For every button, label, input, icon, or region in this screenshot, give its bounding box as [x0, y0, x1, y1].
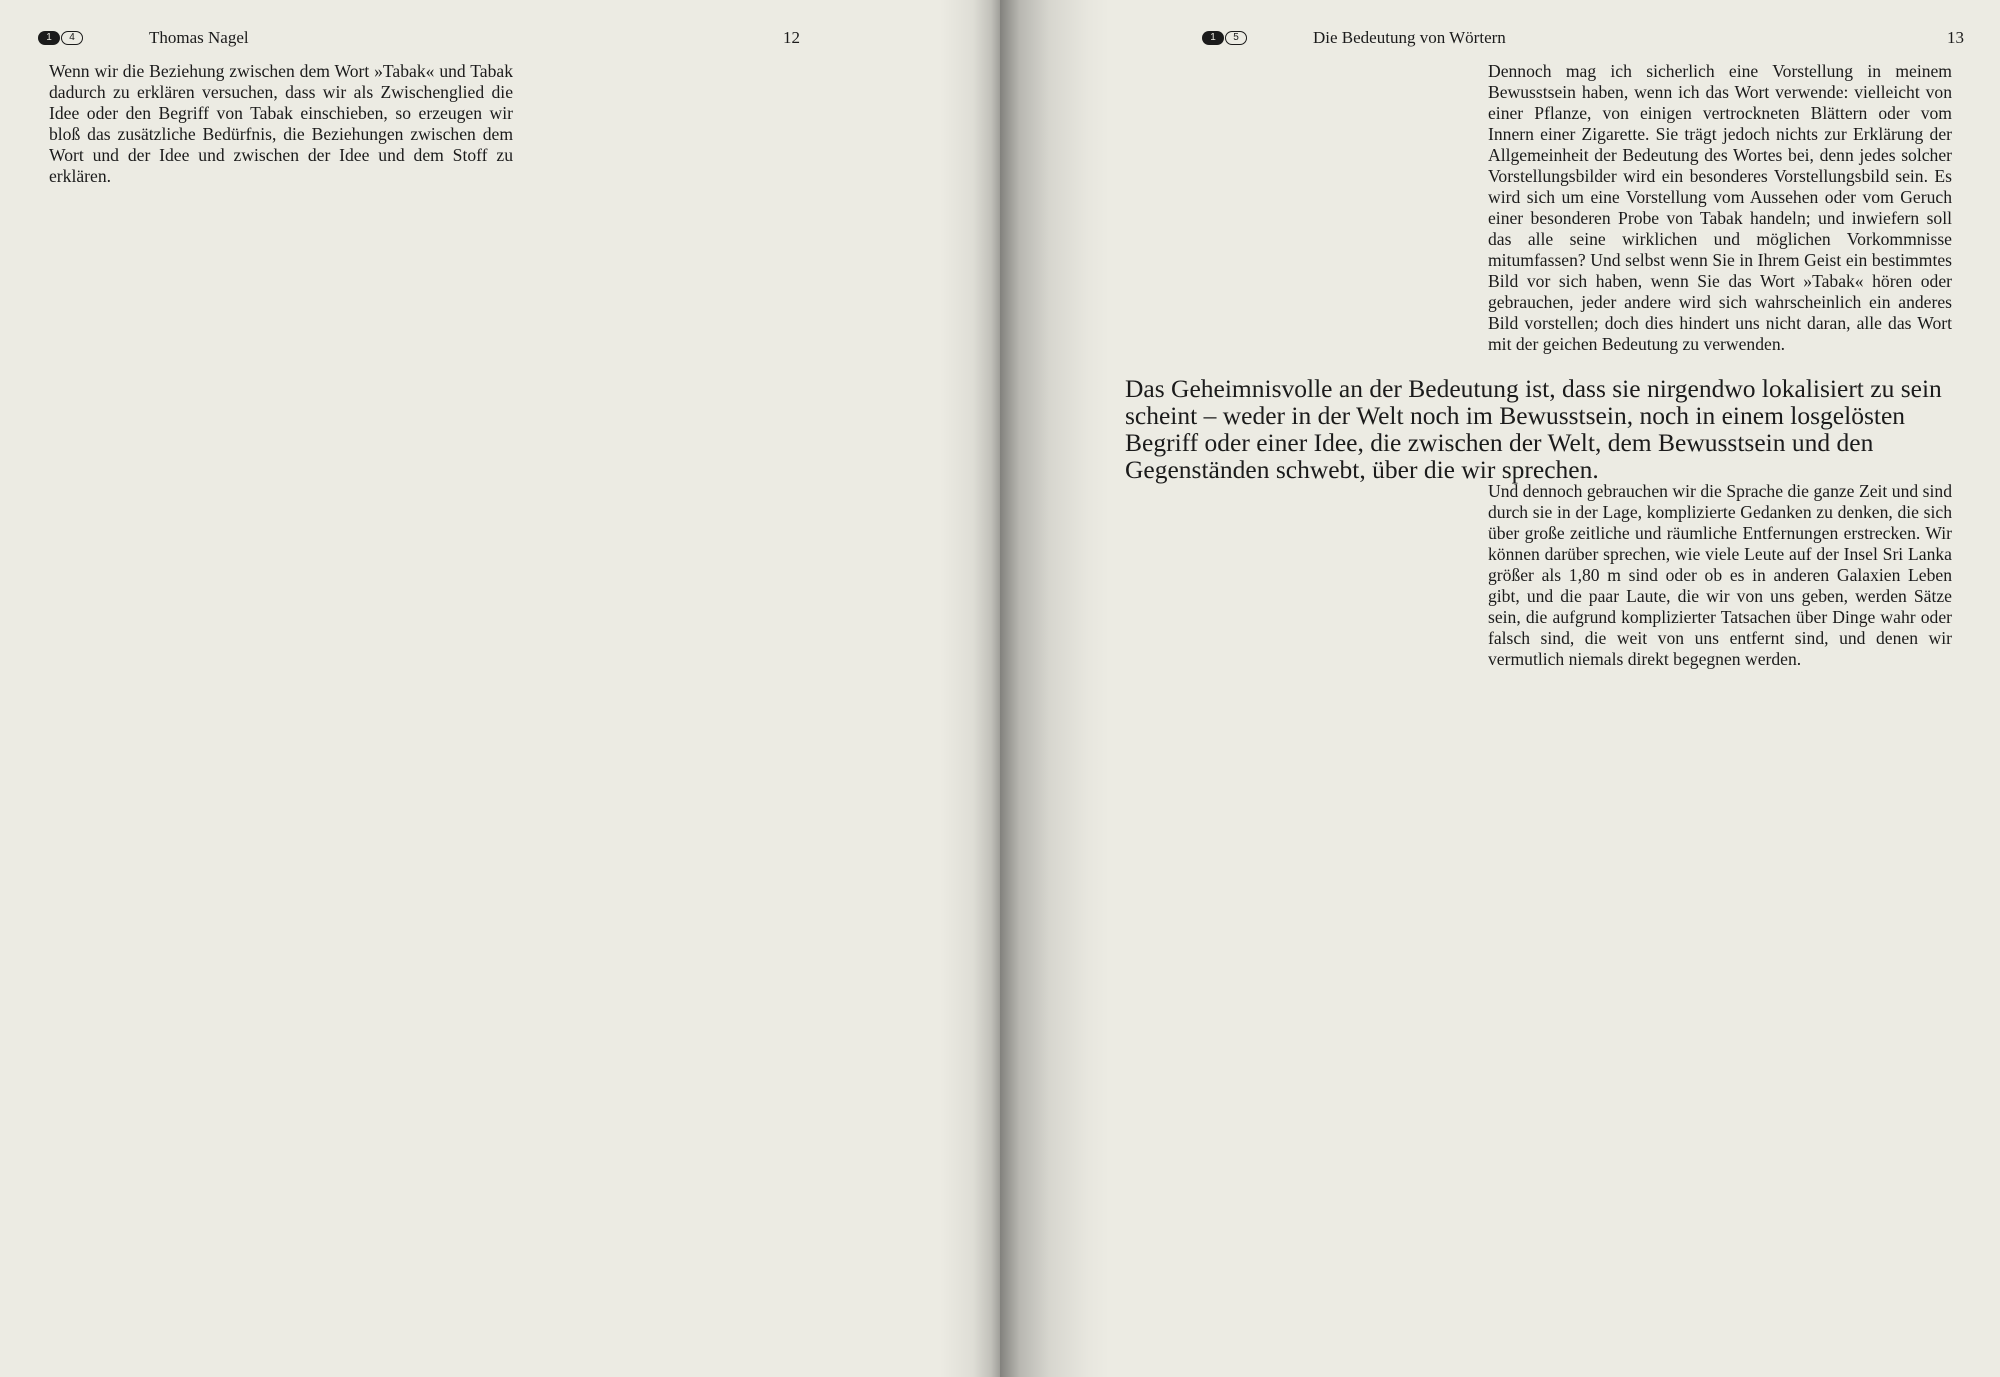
paragraph: Dennoch mag ich sicherlich eine Vorstellung in meinem Bewusstsein haben, wenn ich das Wort verwende: vielleicht von einer Pflanze, von einigen vertrockneten Blättern oder vom Innern einer Zigarette. Sie trägt jedoch nichts zur Erklärung der Allgemeinheit der Bedeutung des Wortes bei, denn jedes solcher Vorstellungsbilder wird ein besonderes Vorstellungsbild sein. Es wird sich um eine Vorstellung vom Aussehen oder vom Geruch einer besonderen Probe von Tabak handeln; und inwiefern soll das alle seine wirklichen und möglichen Vorkommnisse mitumfassen? Und selbst wenn Sie in Ihrem Geist ein bestimmtes Bild vor sich haben, wenn Sie das Wort »Tabak« hören oder gebrauchen, jeder andere wird sich wahrscheinlich ein anderes Bild vorstellen; doch dies hindert uns nicht daran, alle das Wort mit der geichen Bedeutung zu verwenden.: [1488, 61, 1952, 354]
chapter-chip: 1: [38, 31, 60, 45]
left-section-chips: [38, 31, 83, 45]
right-body-text-top: [1488, 61, 1952, 355]
section-chip: 4: [61, 31, 83, 45]
page-number: 13: [1947, 28, 1964, 47]
section-chip: 5: [1225, 31, 1247, 45]
right-body-text-bottom: [1488, 481, 1952, 670]
page-number: 12: [783, 28, 800, 47]
pull-quote: [1125, 375, 1970, 483]
gutter-shadow: [1000, 0, 1110, 1377]
running-head-title: Die Bedeutung von Wörtern: [1313, 28, 1506, 47]
chapter-chip: 1: [1202, 31, 1224, 45]
running-head-author: Thomas Nagel: [149, 28, 249, 47]
pull-quote-text: Das Geheimnisvolle an der Bedeutung ist, dass sie nirgendwo lokalisiert zu sein scheint – weder in der Welt noch im Bewusstsein, noch in einem losgelösten Begriff oder einer Idee, die zwischen der Welt, dem Bewusstsein und den Gegenständen schwebt, über die wir sprechen.: [1125, 374, 1942, 484]
right-page: [1000, 0, 2000, 1377]
right-section-chips: [1202, 31, 1247, 45]
paragraph: Und dennoch gebrauchen wir die Sprache die ganze Zeit und sind durch sie in der Lage, komplizierte Gedanken zu denken, die sich über große zeitliche und räumliche Entfernungen erstrecken. Wir können darüber sprechen, wie viele Leute auf der Insel Sri Lanka größer als 1,80 m sind oder ob es in anderen Galaxien Leben gibt, und die paar Laute, die wir von uns geben, werden Sätze sein, die aufgrund komplizierter Tatsachen über Dinge wahr oder falsch sind, die weit von uns entfernt sind, und denen wir vermutlich niemals direkt begegnen werden.: [1488, 481, 1952, 669]
left-body-text: [49, 61, 513, 187]
paragraph: Wenn wir die Beziehung zwischen dem Wort »Tabak« und Tabak dadurch zu erklären versuchen, dass wir als Zwischenglied die Idee oder den Begriff von Tabak einschieben, so erzeugen wir bloß das zusätzliche Bedürfnis, die Beziehungen zwischen dem Wort und der Idee und zwischen der Idee und dem Stoff zu erklären.: [49, 61, 513, 186]
gutter-shadow: [940, 0, 1000, 1377]
